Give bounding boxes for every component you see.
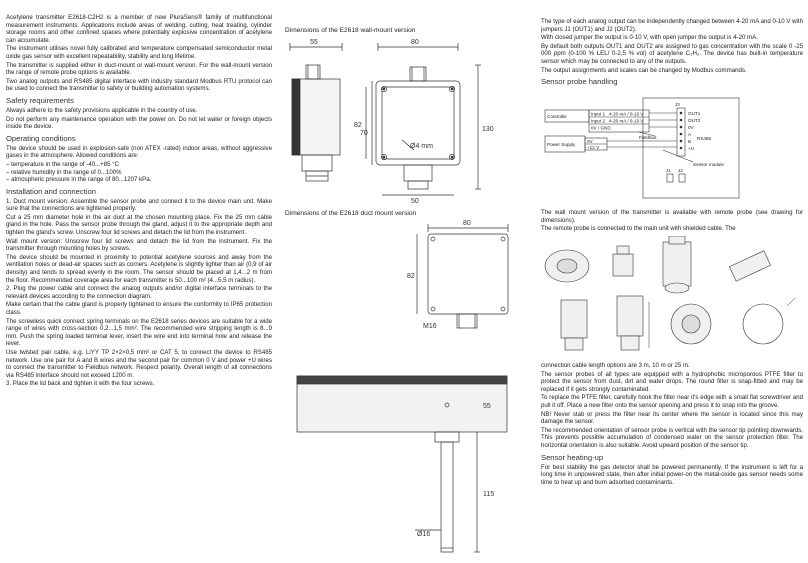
- diagram-gnd: 0V / GND: [591, 125, 611, 131]
- diagram-terminal-0v: 0V: [688, 125, 694, 130]
- safety-heading: Safety requirements: [6, 95, 74, 105]
- diagram-input2: Input 2: [591, 118, 606, 124]
- operating-temp: – temperature in the range of -40...+85 °C: [6, 160, 120, 168]
- heating-text: For best stability the gas detector shall be powered permanently. If the instrument is left for a long time in unpowered state, then after initial power-on the metal-oxide gas sensor needs some time to heat up and burn adsorbed contaminants.: [541, 463, 803, 486]
- operating-text-1: The device should be used in explosion-safe (non ATEX -rated) indoor areas, without aggressive gases in the atmosphere. Allowed conditions are:: [6, 144, 272, 160]
- install-text-7: The screwless quick connect spring terminals on the E2618 series devices are suitable for a wide range of wires with cross-section 0,2...1,5 mm². The recommended wire stripping length is 8...9 mm. Push the spring loaded terminal lever, insert the wire end into terminal hole and release the lever.: [6, 317, 272, 348]
- heating-heading: Sensor heating-up: [541, 452, 604, 462]
- dim-70: 70: [360, 130, 368, 137]
- right-column-top: [541, 18, 803, 88]
- wall-mount-caption: Dimensions of the E2618 wall-mount version: [285, 27, 416, 34]
- outputs-text-2: With closed jumper the output is 0-10 V, with open jumper the output is 4-20 mA.: [541, 34, 758, 42]
- diagram-out1: OUT1: [688, 111, 701, 116]
- install-text-2: Cut a 25 mm diameter hole in the air duct at the chosen mounting place. Fix the 25 mm cable gland in the hole. Pass the sensor probe through the gland, adjust it to the appropriate depth and tighten the gland's screw. Unscrew four lid screws and detach the lid from the instrument.: [6, 213, 272, 237]
- duct-mount-drawing: [285, 218, 515, 563]
- install-text-1: 1. Duct mount version: Assemble the sensor probe and connect it to the device main unit. Make sure that the connections are tightened properly.: [6, 197, 272, 213]
- diagram-terminal-b: B: [688, 139, 692, 144]
- diagram-out2: OUT2: [688, 118, 701, 123]
- install-text-3: Wall mount version: Unscrew four lid screws and detach the lid from the instrument. Fix the transmitter through mounting holes by screws.: [6, 237, 272, 253]
- duct-dim-82: 82: [407, 273, 415, 280]
- diagram-j3: J3: [675, 102, 680, 107]
- dim-130: 130: [482, 126, 494, 133]
- diagram-fieldbus: Fieldbus: [639, 135, 657, 140]
- safety-text-1: Always adhere to the safety provisions applicable in the country of use.: [6, 106, 198, 114]
- diagram-controller: Controller: [547, 114, 567, 119]
- safety-text-2: Do not perform any maintenance operation with the power on. Do not let water or foreign objects inside the device.: [6, 115, 272, 131]
- probe-heading: Sensor probe handling: [541, 77, 618, 87]
- dim-80: 80: [411, 39, 419, 46]
- diagram-power-supply: Power Supply: [547, 142, 576, 147]
- diagram-sensor-module: Sensor module: [693, 162, 724, 167]
- diagram-0v: 0V: [587, 139, 593, 144]
- install-text-9: 3. Place the lid back and tighten it with the four screws.: [6, 380, 155, 388]
- install-text-6: Make certain that the cable gland is properly tightened to ensure the conformity to IP65 protection class.: [6, 301, 272, 316]
- outputs-text-4: The output assignments and scales can be changed by Modbus commands.: [541, 66, 747, 74]
- remote-probe-text-1: The wall mount version of the transmitter is available with remote probe (see drawing for dimensions).: [541, 209, 803, 224]
- install-heading: Installation and connection: [6, 186, 96, 196]
- remote-probe-text-2: The remote probe is connected to the main unit with shielded cable. The: [541, 225, 736, 233]
- left-column: [6, 14, 272, 389]
- dim-82: 82: [354, 122, 362, 129]
- outputs-text-3: By default both outputs OUT1 and OUT2 are assigned to gas concentration with the scale 0 -25 000 ppm (0-100 % LEL/ 0-2,5 % vol) of acetylene C₂H₂. The device has built-in temperature sensor which may be connected to any of the outputs.: [541, 42, 803, 65]
- duct-dim-55: 55: [483, 403, 491, 410]
- diagram-input1: Input 1: [591, 111, 606, 117]
- dim-50: 50: [411, 198, 419, 205]
- diagram-j2: J2: [678, 168, 683, 173]
- filter-text: The sensor probes of all types are equipped with a hydrophobic microporous PTFE filter to protect the sensor from dust, dirt and water drops. The round filter is snap-fitted and may be replaced if it gets strongly contaminated.: [541, 370, 803, 393]
- operating-pressure: – atmospheric pressure in the range of 80...1207 kPa.: [6, 176, 152, 184]
- orientation-text: The recommended orientation of sensor probe is vertical with the sensor tip pointing downwards. This prevents possible accumulation of condensed water on the sensor protection filter. The horizontal orientation is also suitable. Avoid upward position of the sensor tip.: [541, 426, 803, 449]
- duct-dim-80: 80: [463, 220, 471, 227]
- operating-heading: Operating conditions: [6, 133, 76, 143]
- diagram-range-1: 4-20 mA / 0-10 V: [609, 111, 644, 117]
- probe-drawings: [541, 236, 803, 354]
- warning-text: NB! Never stab or press the filter near its center where the sensor is located since this may damage the sensor.: [541, 410, 803, 426]
- outputs-text-1: The type of each analog output can be independently changed between 4-20 mA and 0-10 V with jumpers J1 (OUT1) and J2 (OUT2).: [541, 18, 803, 33]
- duct-dim-m16: M16: [423, 323, 437, 330]
- duct-mount-caption: Dimensions of the E2618 duct mount version: [285, 210, 417, 217]
- diagram-rs485: RS485: [697, 136, 712, 141]
- diagram-terminal-u: +U: [688, 146, 695, 151]
- right-column-bottom: [541, 362, 803, 487]
- dim-hole: Ø4 mm: [410, 143, 433, 150]
- diagram-terminal-a: A: [688, 132, 692, 137]
- wall-mount-drawing: [282, 35, 522, 205]
- diagram-j1: J1: [666, 168, 671, 173]
- intro-paragraph: Acetylene transmitter E2618-C2H2 is a member of new PluraSens® family of multifunctional measurement instruments. Applications include areas of welding, cutting, heat treating, cylinder storage rooms and other confined spaces where potentially explosive concentration of acetylene can accumulate.: [6, 14, 272, 44]
- operating-humidity: – relative humidity in the range of 0...100%: [6, 168, 122, 176]
- dim-55: 55: [310, 39, 318, 46]
- duct-dim-115: 115: [483, 491, 495, 498]
- intro-paragraph-4: Two analog outputs and RS485 digital interface with industry standard Modbus RTU protocol can be used to connect the transmitter to safety or building automation systems.: [6, 77, 272, 93]
- install-text-8: Use twisted pair cable, e.g. LiYY TP 2×2×0,5 mm² or CAT 5, to connect the device to RS485 network. Use one pair for A and B wires and the second pair for common 0 V and power +U wires to connect the transmitter to Fieldbus network. Respect polarity. Overall length of all connections via RS485 interface should not exceed 1200 m.: [6, 348, 272, 379]
- intro-paragraph-3: The transmitter is supplied either in duct-mount or wall-mount version. For the wall-mount version the range of remote probe options is available.: [6, 61, 272, 77]
- install-text-4: The device should be mounted in proximity to potential acetylene sources and away from the ventilation holes or dead-air spaces such as corners. Acetylene is slightly lighter than air (0,9 of air density) and tends to spread evenly in the room. The sensor should be placed at 1,4...2 m from the floor. Recommended coverage area for each transmitter is 50...100 m² (4...5,5 m radius).: [6, 253, 272, 284]
- install-text-5: 2. Plug the power cable and connect the analog outputs and/or digital interface terminals to the relevant devices according to the connection diagram.: [6, 285, 272, 300]
- diagram-12v: +12 V: [587, 145, 600, 150]
- connection-diagram: [543, 96, 743, 202]
- right-column-mid: [541, 209, 803, 234]
- intro-paragraph-2: The instrument utilises novel fully calibrated and temperature compensated semiconductor metal oxide gas sensor with excellent repeatability, stability and long lifetime.: [6, 45, 272, 60]
- diagram-range-2: 4-20 mA / 0-10 V: [609, 118, 644, 124]
- cable-length-text: connection cable length options are 3 m, 10 m or 25 m.: [541, 362, 690, 369]
- filter-replace-text: To replace the PTFE filter, carefully hook the filter near it's edge with a small flat screwdriver and pull it off. Place a new filter onto the sensor opening and press it to snap into the groove.: [541, 394, 803, 409]
- duct-dim-16: Ø16: [417, 531, 431, 538]
